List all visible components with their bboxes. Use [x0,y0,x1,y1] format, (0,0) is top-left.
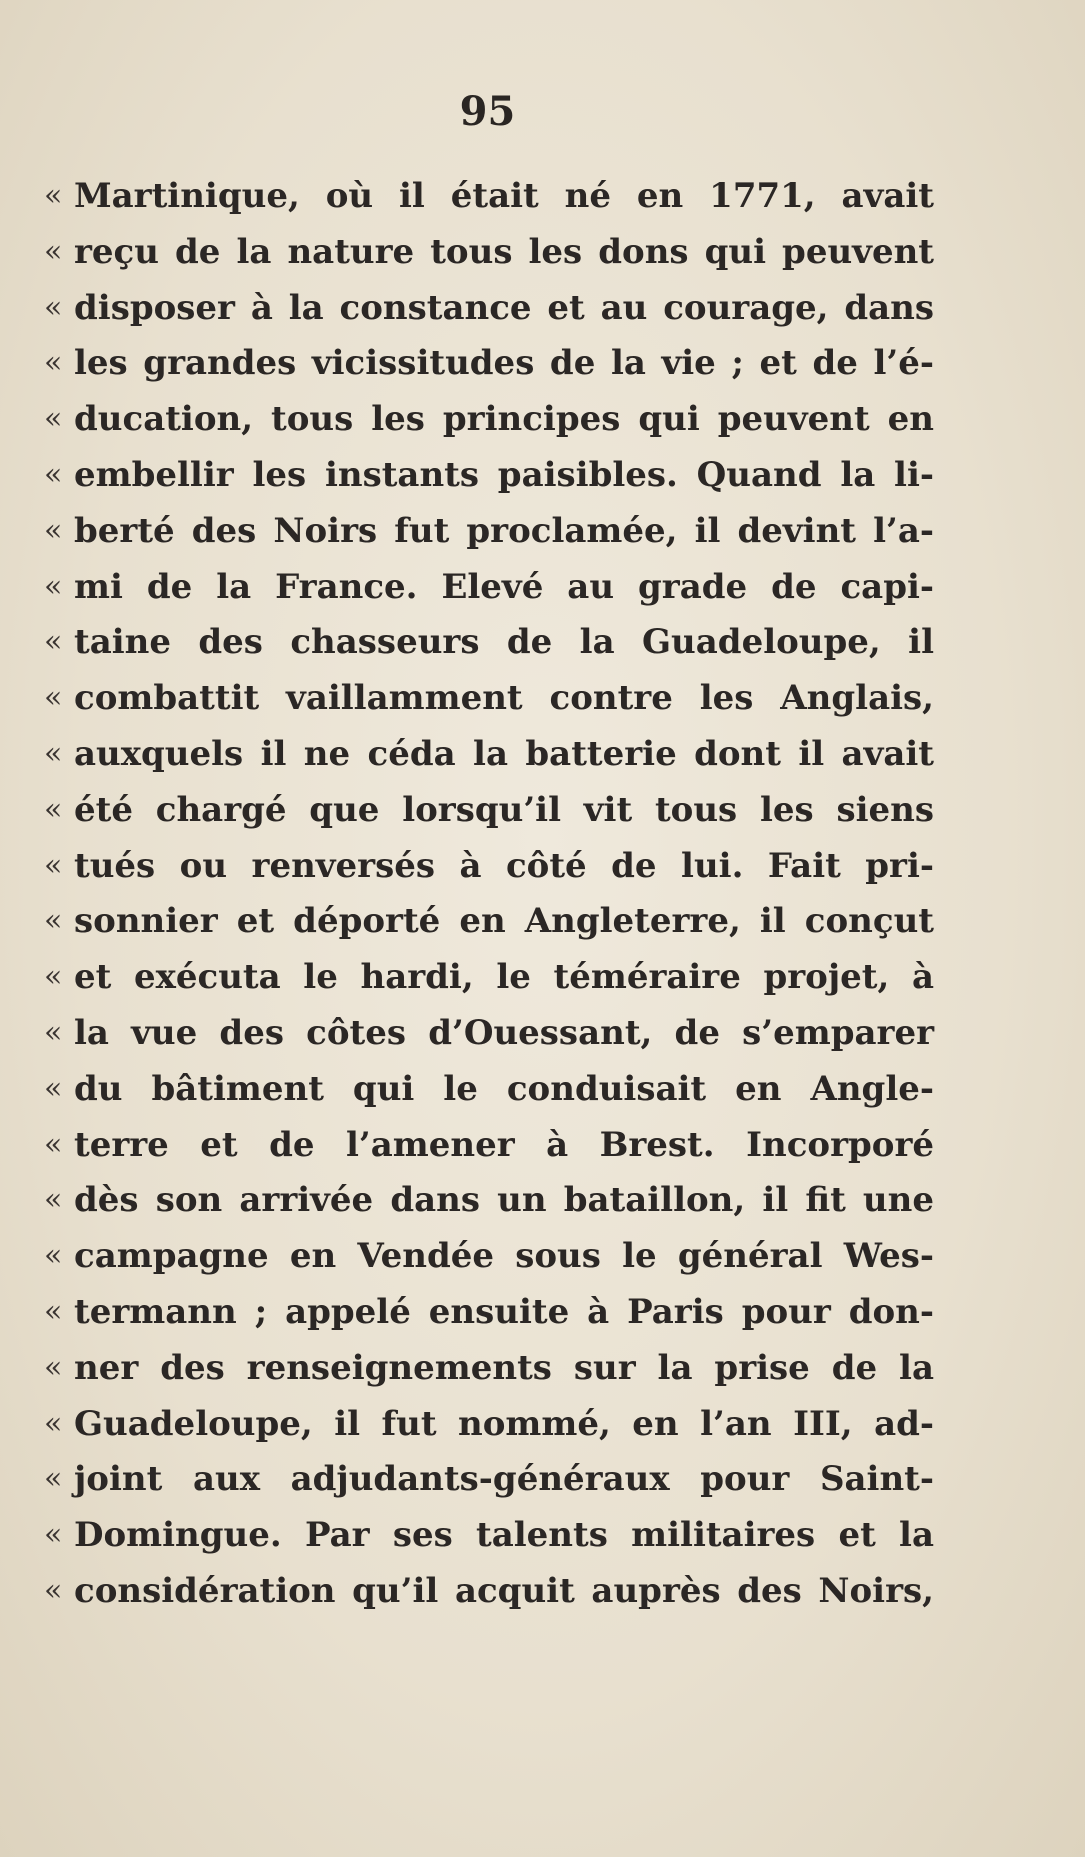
text-line [44,1563,934,1619]
text-line [44,280,934,336]
line-text: auxquels il ne céda la batterie dont il avait [74,733,934,774]
quote-mark: « [44,233,63,269]
quote-mark: « [44,1405,63,1441]
line-text: termann ; appelé ensuite à Paris pour don- [74,1291,934,1332]
line-text: sonnier et déporté en Angleterre, il conçut [74,901,934,942]
line-text: du bâtiment qui le conduisait en Angle- [74,1068,934,1109]
quote-mark: « [44,624,63,660]
line-text: taine des chasseurs de la Guadeloupe, il [74,622,934,663]
quote-mark: « [44,345,63,381]
line-text: combattit vaillamment contre les Anglais, [74,678,934,719]
text-line [44,1117,934,1173]
quote-mark: « [44,1517,63,1553]
quote-mark: « [44,289,63,325]
quote-mark: « [44,847,63,883]
text-line [44,1005,934,1061]
quote-mark: « [44,568,63,604]
text-line [44,447,934,503]
line-text: dès son arrivée dans un bataillon, il fit une [74,1180,934,1221]
line-text: joint aux adjudants-généraux pour Saint- [74,1459,934,1500]
quote-mark: « [44,1461,63,1497]
line-text: et exécuta le hardi, le téméraire projet, à [74,957,934,998]
line-text: campagne en Vendée sous le général Wes- [74,1236,934,1277]
quote-mark: « [44,1014,63,1050]
text-line [44,168,934,224]
text-line [44,335,934,391]
text-line [44,224,934,280]
quote-mark: « [44,791,63,827]
quote-mark: « [44,1126,63,1162]
line-text: tués ou renversés à côté de lui. Fait pri- [74,845,934,886]
text-line [44,1396,934,1452]
line-text: reçu de la nature tous les dons qui peuvent [74,231,934,272]
quote-mark: « [44,456,63,492]
line-text: mi de la France. Elevé au grade de capi- [74,566,934,607]
text-line [44,670,934,726]
line-text: ner des renseignements sur la prise de la [74,1347,934,1388]
quote-mark: « [44,401,63,437]
line-text: berté des Noirs fut proclamée, il devint l’a- [74,510,934,551]
line-text: considération qu’il acquit auprès des Noirs, [74,1570,934,1611]
quote-mark: « [44,178,63,213]
quote-mark: « [44,1070,63,1106]
quote-mark: « [44,959,63,995]
quote-mark: « [44,1182,63,1218]
line-text: Martinique, où il était né en 1771, avait [74,176,934,216]
line-text: les grandes vicissitudes de la vie ; et de l’é- [74,343,934,384]
quote-mark: « [44,1238,63,1274]
quote-mark: « [44,735,63,771]
line-text: disposer à la constance et au courage, dans [74,287,934,328]
quote-mark: « [44,1349,63,1385]
line-text: embellir les instants paisibles. Quand la li- [74,454,934,495]
text-line [44,893,934,949]
text-line [44,1340,934,1396]
quote-mark: « [44,1572,63,1608]
text-line [44,503,934,559]
text-line [44,726,934,782]
line-text: été chargé que lorsqu’il vit tous les siens [74,789,934,830]
quote-mark: « [44,680,63,716]
text-line [44,1507,934,1563]
text-line [44,1172,934,1228]
line-text: terre et de l’amener à Brest. Incorporé [74,1124,934,1165]
text-line [44,1061,934,1117]
quote-mark: « [44,512,63,548]
line-text: Domingue. Par ses talents militaires et la [74,1515,934,1556]
text-line [44,838,934,894]
line-text: Guadeloupe, il fut nommé, en l’an III, ad- [74,1403,934,1444]
text-line [44,559,934,615]
line-text: ducation, tous les principes qui peuvent en [74,399,934,440]
quote-mark: « [44,903,63,939]
text-line [44,1284,934,1340]
page-number: 95 [459,88,516,135]
body-text [44,168,934,1619]
text-line [44,391,934,447]
quote-mark: « [44,1293,63,1329]
text-line [44,1228,934,1284]
text-line [44,614,934,670]
text-line [44,949,934,1005]
line-text: la vue des côtes d’Ouessant, de s’emparer [74,1012,934,1053]
text-line [44,782,934,838]
text-line [44,1451,934,1507]
